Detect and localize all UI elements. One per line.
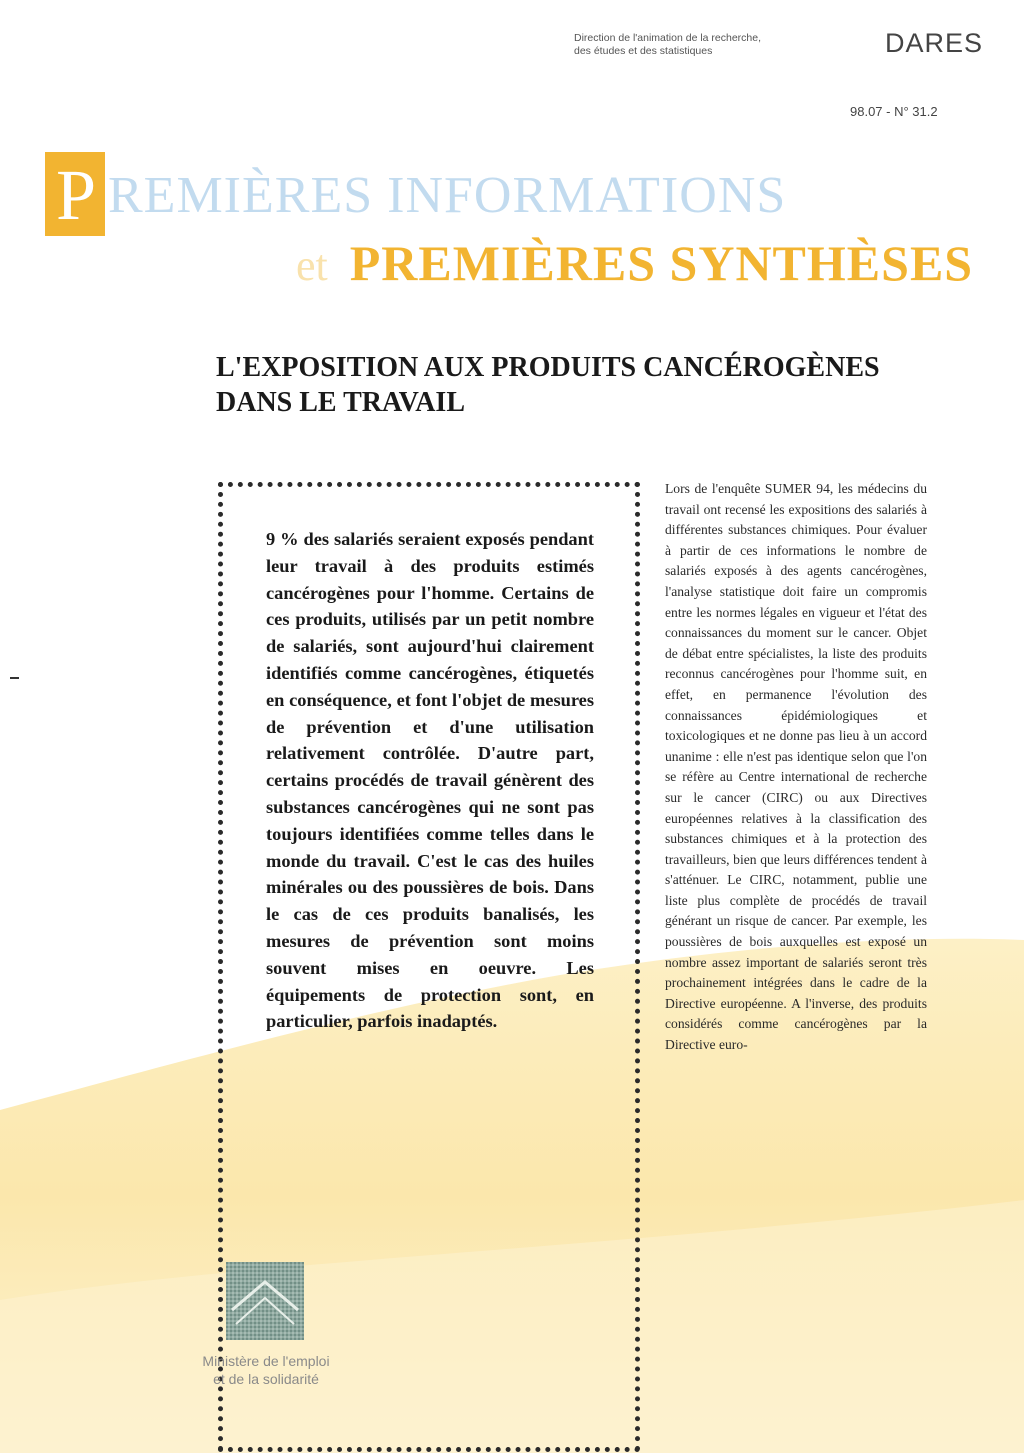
ministry-name	[184, 1352, 348, 1388]
masthead-initial: P	[55, 155, 97, 235]
margin-mark	[10, 677, 19, 679]
masthead-line-2-main: PREMIÈRES SYNTHÈSES	[349, 235, 974, 291]
masthead-conjunction: et	[296, 241, 328, 290]
org-line-2: des études et des statistiques	[574, 45, 713, 57]
ministry-line-2: et de la solidarité	[213, 1371, 319, 1387]
article-title-line-2: DANS LE TRAVAIL	[216, 387, 465, 418]
masthead-initial-box	[45, 152, 105, 236]
article-title	[216, 350, 956, 420]
ministry-logo	[226, 1262, 304, 1340]
ministry-line-1: Ministère de l'emploi	[202, 1353, 330, 1369]
summary-text: 9 % des salariés seraient exposés pendant leur travail à des produits estimés cancérogènes pour l'homme. Certains de ces produits, utilisés par un petit nombre de salariés, sont aujourd'hui clairement identifiés comme cancérogènes, étiquetés en conséquence, et font l'objet de mesures de prévention et d'une utilisation relativement contrôlée. D'autre part, certains procédés de travail génèrent des substances cancérogènes qui ne sont pas toujours identifiées comme telles dans le monde du travail. C'est le cas des huiles minérales ou des poussières de bois. Dans le cas de ces produits banalisés, les mesures de prévention sont moins souvent mises en oeuvre. Les équipements de protection sont, en particulier, parfois inadaptés.	[266, 529, 594, 1032]
masthead-line-1: REMIÈRES INFORMATIONS	[108, 167, 787, 224]
org-name	[574, 32, 834, 58]
body-text: Lors de l'enquête SUMER 94, les médecins du travail ont recensé les expositions des salariés à différentes substances chimiques. Pour évaluer à partir de ces informations le nombre de salariés exposés à des agents cancérogènes, l'analyse statistique doit faire un compromis entre les normes légales en vigueur et l'état des connaissances du moment sur le cancer. Objet de débat entre spécialistes, la liste des produits reconnus cancérogènes pour l'homme suit, en effet, en permanence l'évolution des connaissances épidémiologiques et toxicologiques et ne donne pas lieu à un accord unanime : elle n'est pas identique selon que l'on se réfère au Centre international de recherche sur le cancer (CIRC) ou aux Directives européennes relatives à la classification des substances chimiques et à la protection des travailleurs, bien que leurs différences tendent à s'atténuer. Le CIRC, notamment, publie une liste plus complète de procédés de travail générant un risque de cancer. Par exemple, les poussières de bois auxquelles est exposé un nombre assez important de salariés seront très prochainement intégrées dans le cadre de la Directive européenne. A l'inverse, des produits considérés comme cancérogènes par la Directive euro-	[665, 481, 927, 1053]
masthead-line-2	[296, 235, 974, 291]
agency-name: DARES	[885, 28, 984, 58]
article-title-line-1: L'EXPOSITION AUX PRODUITS CANCÉROGÈNES	[216, 352, 880, 383]
issue-number: 98.07 - N° 31.2	[850, 104, 938, 119]
org-line-1: Direction de l'animation de la recherche,	[574, 32, 762, 44]
